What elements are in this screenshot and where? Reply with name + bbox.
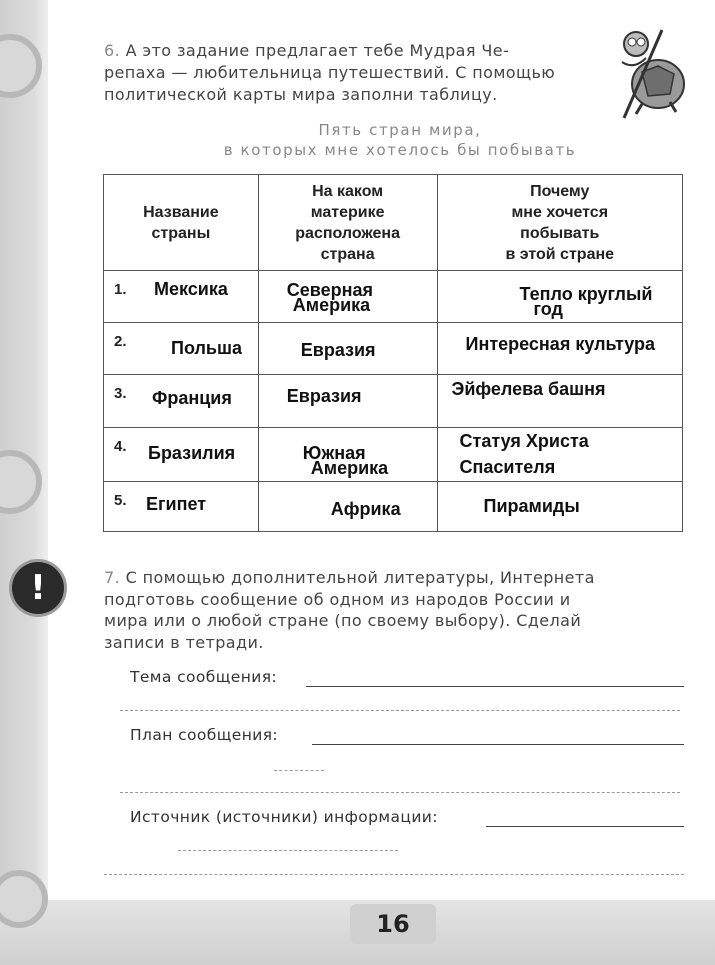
- country-cell: [104, 375, 259, 428]
- reason-cell: [437, 323, 682, 375]
- country-name: Польша: [171, 338, 242, 358]
- page-number: 16: [376, 910, 410, 938]
- row-number: 1.: [114, 281, 127, 298]
- task6-line1: 6. А это задание предлагает тебе Мудрая Че-: [104, 41, 510, 60]
- continent-cell: [258, 271, 437, 323]
- continent-line: Америка: [310, 458, 389, 478]
- reason-cell: [437, 271, 682, 323]
- header-text: мне хочется: [511, 204, 609, 221]
- table-row: [104, 271, 683, 323]
- row-number: 2.: [114, 333, 127, 350]
- country-cell: [104, 271, 259, 323]
- continent-cell: [258, 482, 437, 532]
- header-reason: [437, 175, 682, 271]
- task7-line4: записи в тетради.: [104, 632, 264, 652]
- continent-line: Северная: [286, 280, 373, 300]
- wise-turtle-illustration: [612, 22, 692, 120]
- task7-line2: подготовь сообщение об одном из народов России и: [104, 589, 571, 609]
- table-header-row: [104, 175, 683, 271]
- header-text: страна: [320, 246, 375, 263]
- continent-line: Евразия: [286, 386, 362, 406]
- reason-line: Статуя Христа: [459, 431, 589, 451]
- continent-cell: [258, 375, 437, 428]
- table-row: [104, 482, 683, 532]
- reason-cell: [437, 428, 682, 482]
- header-text: расположена: [295, 225, 400, 242]
- reason-cell: [437, 375, 682, 428]
- task6-line2: репаха — любительница путешествий. С помощью: [104, 63, 556, 82]
- task6-line3: политической карты мира заполни таблицу.: [104, 85, 498, 104]
- continent-line: Южная: [302, 443, 366, 463]
- header-country: [104, 175, 259, 271]
- plan-line[interactable]: [312, 744, 684, 745]
- header-text: страны: [151, 225, 211, 242]
- continent-line: Америка: [292, 295, 371, 315]
- country-name: Египет: [146, 494, 207, 514]
- task7-line3: мира или о любой стране (по своему выбору). Сделай: [104, 611, 582, 630]
- table-row: [104, 323, 683, 375]
- topic-label: Тема сообщения:: [130, 668, 278, 686]
- table-row: [104, 375, 683, 428]
- header-text: материке: [310, 204, 385, 221]
- reason-line: год: [533, 299, 563, 319]
- country-cell: [104, 323, 259, 375]
- topic-line[interactable]: [306, 686, 684, 687]
- reason-line: Эйфелева башня: [451, 379, 606, 399]
- continent-cell: [258, 323, 437, 375]
- table-title-line1: Пять стран мира,: [318, 121, 482, 139]
- exclamation-icon: !: [12, 562, 64, 614]
- countries-table: [103, 174, 683, 532]
- topic-line-2[interactable]: [120, 710, 680, 711]
- reason-line: Тепло круглый: [519, 284, 653, 304]
- country-cell: [104, 428, 259, 482]
- row-number: 5.: [114, 492, 127, 509]
- header-continent: [258, 175, 437, 271]
- task7-line1: 7. С помощью дополнительной литературы, Интернета: [104, 568, 595, 587]
- task6-text: [104, 40, 555, 106]
- header-text: побывать: [520, 225, 600, 242]
- continent-cell: [258, 428, 437, 482]
- task6-number: 6.: [104, 41, 121, 60]
- source-line[interactable]: [486, 826, 684, 827]
- reason-cell: [437, 482, 682, 532]
- source-label: Источник (источники) информации:: [130, 808, 438, 826]
- country-name: Франция: [152, 388, 232, 408]
- table-row: [104, 428, 683, 482]
- continent-line: Евразия: [300, 340, 376, 360]
- task7-text: [104, 567, 595, 653]
- continent-line: Африка: [330, 499, 401, 519]
- task7-number: 7.: [104, 568, 121, 587]
- header-text: На каком: [312, 183, 384, 200]
- plan-label: План сообщения:: [130, 726, 279, 744]
- row-number: 3.: [114, 385, 127, 402]
- header-text: Почему: [530, 183, 590, 200]
- country-name: Мексика: [154, 279, 228, 299]
- country-cell: [104, 482, 259, 532]
- row-number: 4.: [114, 438, 127, 455]
- country-name: Бразилия: [148, 443, 236, 463]
- source-line-2[interactable]: [178, 850, 398, 851]
- source-line-3[interactable]: [104, 874, 684, 875]
- reason-line: Интересная культура: [465, 334, 656, 354]
- header-text: в этой стране: [505, 246, 615, 263]
- reason-line: Спасителя: [459, 457, 556, 477]
- plan-line-3[interactable]: [120, 792, 680, 793]
- plan-line-2[interactable]: [274, 770, 324, 771]
- table-title-line2: в которых мне хотелось бы побывать: [223, 141, 577, 159]
- reason-line: Пирамиды: [483, 496, 580, 516]
- header-text: Название: [143, 204, 219, 221]
